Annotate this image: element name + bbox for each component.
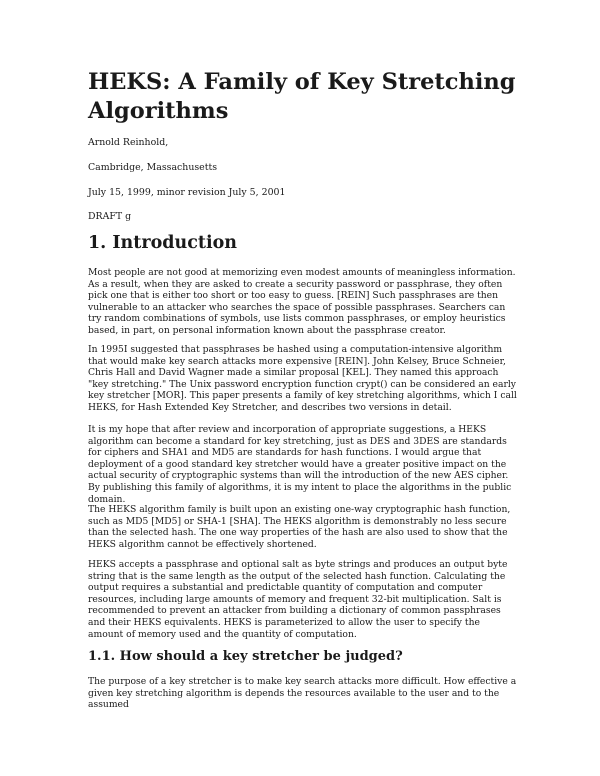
paragraph: Most people are not good at memorizing even modest amounts of meaningless information. As a result, when they are asked to create a security password or passphrase, they often pick one that is either too short or too easy to guess. [REIN] Such passphrases are then vulnerable to an attacker who searches the space of possible passphrases. Searchers can try random combinations of symbols, use lists common passphrases, or employ heuristics based, in part, on personal information known about the passphrase creator. <box>88 267 516 336</box>
paragraph: HEKS accepts a passphrase and optional salt as byte strings and produces an output byte string that is the same length as the output of the selected hash function. Calculating the output requires a substantial and predictable quantity of computation and computer resources, including large amounts of memory and frequent 32-bit multiplication. Salt is recommended to prevent an attacker from building a dictionary of common passphrases and their HEKS equivalents. HEKS is parameterized to allow the user to specify the amount of memory used and the quantity of computation. <box>88 559 508 640</box>
paragraph: The purpose of a key stretcher is to make key search attacks more difficult. How effective a given key stretching algorithm is depends the resources available to the user and to the assumed <box>88 676 517 711</box>
document-title: HEKS: A Family of Key Stretching Algorithms <box>88 69 516 124</box>
paragraph: It is my hope that after review and incorporation of appropriate suggestions, a HEKS algorithm can become a standard for key stretching, just as DES and 3DES are standards for ciphers and SHA1 and MD5 are standards for hash functions. I would argue that deployment of a good standard key stretcher would have a greater positive impact on the actual security of cryptographic systems than will the introduction of the new AES cipher. By publishing this family of algorithms, it is my intent to place the algorithms in the public domain. <box>88 424 512 505</box>
section-heading-introduction: 1. Introduction <box>88 233 237 253</box>
location-line: Cambridge, Massachusetts <box>88 162 218 173</box>
date-line: July 15, 1999, minor revision July 5, 2001 <box>88 187 286 198</box>
paragraph: In 1995I suggested that passphrases be hashed using a computation-intensive algorithm that would make key search attacks more expensive [REIN]. John Kelsey, Bruce Schneier, Chris Hall and David Wagner made a similar proposal [KEL]. They named this approach "key stretching." The Unix password encryption function crypt() can be considered an early key stretcher [MOR]. This paper presents a family of key stretching algorithms, which I call HEKS, for Hash Extended Key Stretcher, and describes two versions in detail. <box>88 344 517 413</box>
paragraph: The HEKS algorithm family is built upon an existing one-way cryptographic hash function, such as MD5 [MD5] or SHA-1 [SHA]. The HEKS algorithm is demonstrably no less secure than the selected hash. The one way properties of the hash are also used to show that the HEKS algorithm cannot be effectively shortened. <box>88 504 511 550</box>
subsection-heading: 1.1. How should a key stretcher be judged? <box>88 649 403 664</box>
draft-status: DRAFT g <box>88 211 132 222</box>
author-line: Arnold Reinhold, <box>88 137 169 148</box>
